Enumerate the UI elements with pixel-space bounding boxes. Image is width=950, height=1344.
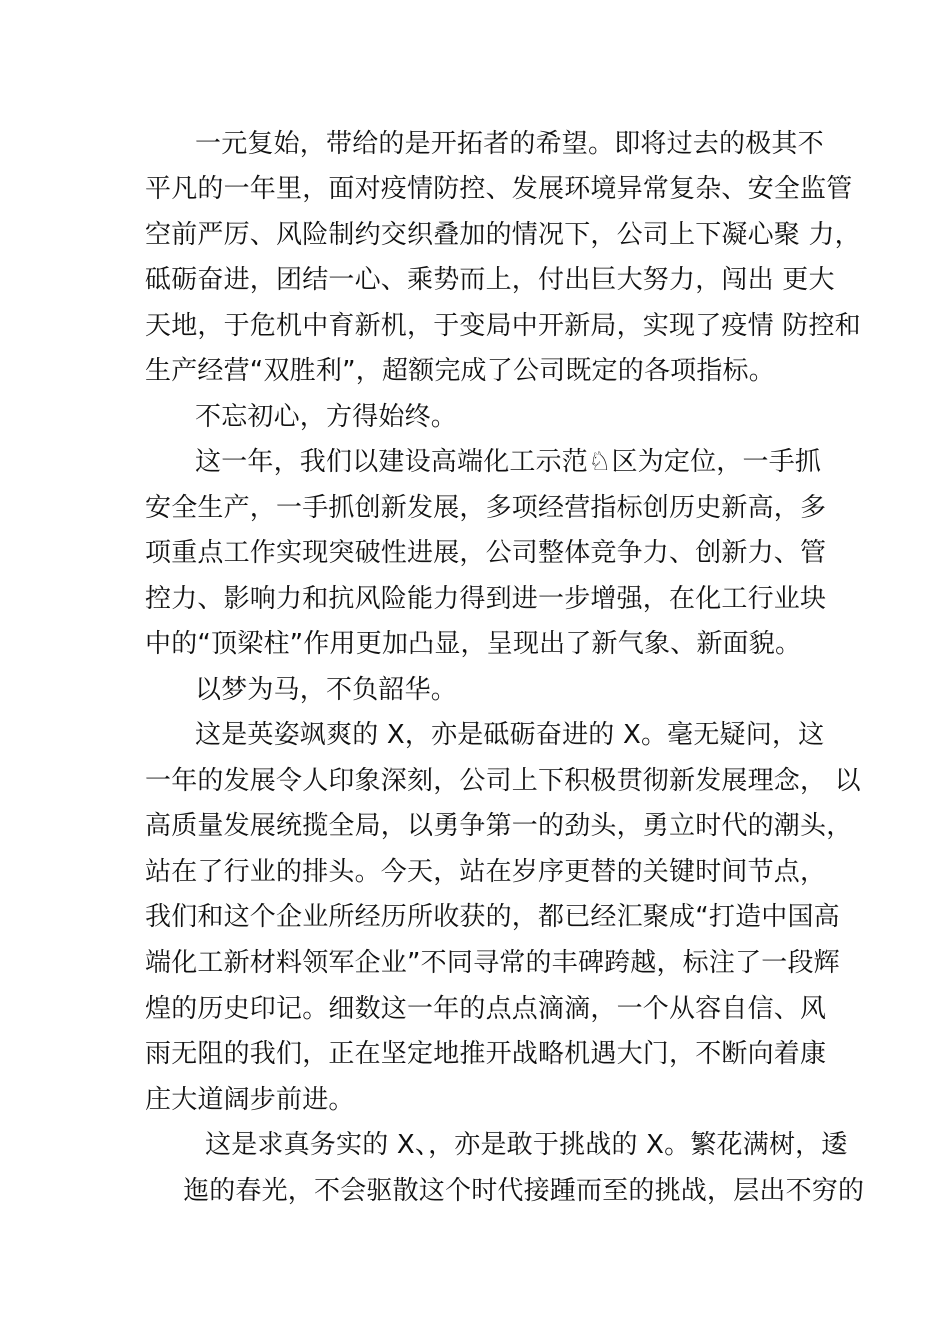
paragraph-line: 项重点工作实现突破性进展，公司整体竞争力、创新力、管 (145, 538, 827, 568)
paragraph-line: 一年的发展令人印象深刻，公司上下积极贯彻新发展理念， 以 (145, 766, 861, 796)
paragraph-line: 天地，于危机中育新机，于变局中开新局，实现了疫情 防控和 (145, 311, 861, 341)
paragraph-line: 这是英姿飒爽的 X，亦是砥砺奋进的 X。毫无疑问，这 (195, 720, 825, 750)
paragraph-line: 砥砺奋进，团结一心、乘势而上，付出巨大努力，闯出 更大 (145, 265, 835, 295)
paragraph-line: 控力、影响力和抗风险能力得到进一步增强，在化工行业块 (145, 584, 827, 614)
paragraph-line: 端化工新材料领军企业”不同寻常的丰碑跨越，标注了一段辉 (145, 948, 840, 978)
paragraph-line: 一元复始，带给的是开拓者的希望。即将过去的极其不 (195, 129, 824, 159)
paragraph-line: 不忘初心，方得始终。 (195, 402, 458, 432)
paragraph-line: 高质量发展统揽全局，以勇争第一的劲头，勇立时代的潮头， (145, 811, 853, 841)
paragraph-line: 这一年，我们以建设高端化工示范♘区为定位，一手抓 (195, 447, 822, 477)
paragraph-line: 平凡的一年里，面对疫情防控、发展环境异常复杂、安全监管 (145, 174, 853, 204)
paragraph-line: 我们和这个企业所经历所收获的，都已经汇聚成“打造中国高 (145, 902, 840, 932)
paragraph-line: 雨无阻的我们，正在坚定地推开战略机遇大门，不断向着康 (145, 1039, 827, 1069)
paragraph-line: 这是求真务实的 X、，亦是敢于挑战的 X。繁花满树，逶 (205, 1130, 848, 1160)
paragraph-line: 空前严厉、风险制约交织叠加的情况下，公司上下凝心聚 力， (145, 220, 861, 250)
paragraph-line: 站在了行业的排头。今天，站在岁序更替的关键时间节点， (145, 857, 827, 887)
paragraph-line: 煌的历史印记。细数这一年的点点滴滴，一个从容自信、风 (145, 994, 827, 1024)
paragraph-line: 迤的春光，不会驱散这个时代接踵而至的挑战，层出不穷的 (183, 1176, 865, 1206)
paragraph-line: 以梦为马，不负韶华。 (195, 675, 458, 705)
paragraph-line: 庄大道阔步前进。 (145, 1085, 355, 1115)
paragraph-line: 生产经营“双胜利”，超额完成了公司既定的各项指标。 (145, 356, 775, 386)
paragraph-line: 中的“顶梁柱”作用更加凸显，呈现出了新气象、新面貌。 (145, 629, 802, 659)
paragraph-line: 安全生产，一手抓创新发展，多项经营指标创历史新高，多 (145, 493, 827, 523)
